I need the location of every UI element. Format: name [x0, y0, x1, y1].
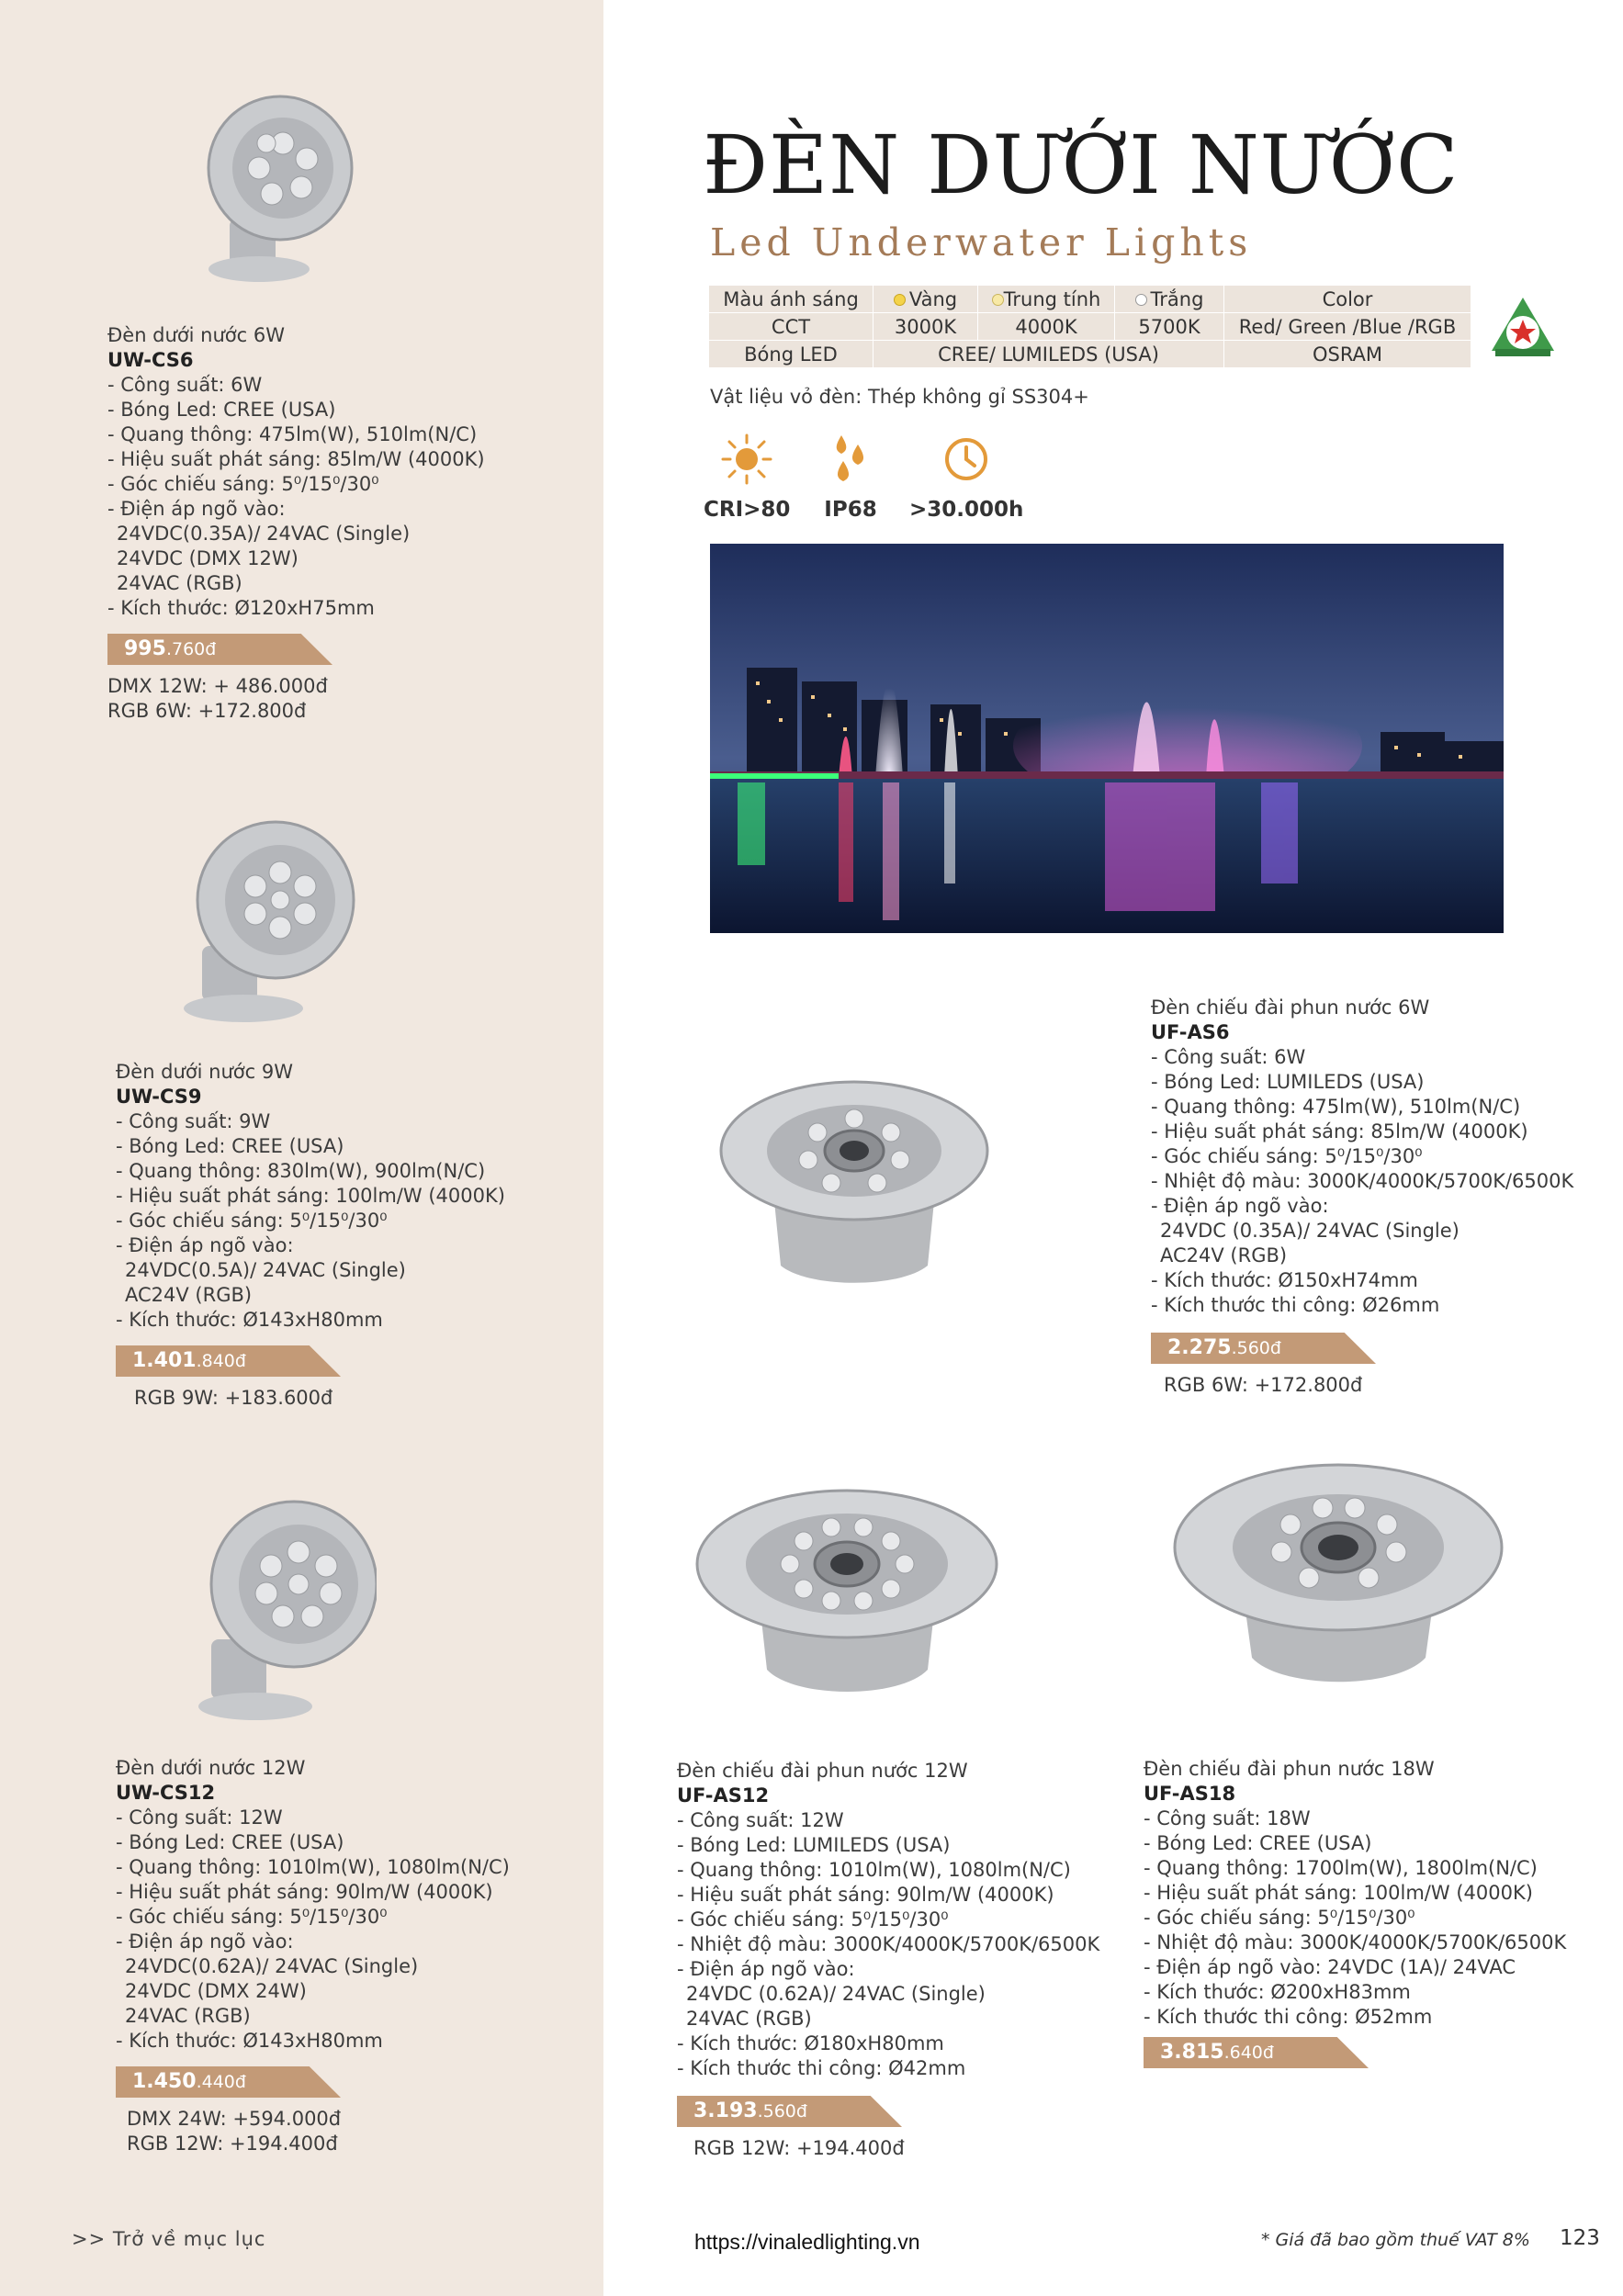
- neutral-dot-icon: [992, 294, 1004, 306]
- product-uw-cs6: [107, 323, 485, 724]
- table-row: [709, 341, 1471, 368]
- spec-line: - Công suất: 18W: [1144, 1807, 1311, 1829]
- size-line: - Kích thước: Ø143xH80mm: [116, 1309, 383, 1331]
- voltage-line: 24VDC (0.35A)/ 24VAC (Single): [1160, 1220, 1460, 1242]
- price-main: 3.815: [1160, 2041, 1224, 2064]
- voltage-line: 24VDC (DMX 12W): [117, 547, 299, 569]
- price-tag: [1144, 2037, 1566, 2068]
- voltage-line: 24VDC(0.62A)/ 24VAC (Single): [125, 1955, 419, 1977]
- water-drops-icon: [823, 432, 878, 487]
- option-price: RGB 6W: +172.800đ: [1164, 1374, 1363, 1396]
- price-rest: .640đ: [1223, 2043, 1274, 2063]
- spec-line: - Bóng Led: LUMILEDS (USA): [677, 1834, 951, 1856]
- spec-line: - Công suất: 12W: [677, 1809, 844, 1831]
- table-cell: Red/ Green /Blue /RGB: [1224, 313, 1471, 341]
- product-code: UW-CS9: [116, 1086, 202, 1108]
- voltage-line: AC24V (RGB): [1160, 1244, 1288, 1266]
- spec-line: - Bóng Led: LUMILEDS (USA): [1151, 1071, 1425, 1093]
- option-price: DMX 12W: + 486.000đ: [107, 675, 328, 697]
- white-dot-icon: [1135, 294, 1147, 306]
- spec-line: - Hiệu suất phát sáng: 90lm/W (4000K): [116, 1881, 493, 1903]
- website-url[interactable]: https://vinaledlighting.vn: [694, 2230, 920, 2254]
- material-note: Vật liệu vỏ đèn: Thép không gỉ SS304+: [710, 386, 1089, 408]
- spec-line: - Hiệu suất phát sáng: 90lm/W (4000K): [677, 1884, 1054, 1906]
- spec-line: - Hiệu suất phát sáng: 100lm/W (4000K): [116, 1185, 505, 1207]
- spec-line: - Công suất: 6W: [107, 374, 263, 396]
- voltage-line: 24VAC (RGB): [686, 2008, 812, 2030]
- product-name: Đèn dưới nước 6W: [107, 324, 285, 346]
- spec-line: - Hiệu suất phát sáng: 85lm/W (4000K): [1151, 1120, 1528, 1142]
- price-rest: .760đ: [165, 639, 217, 659]
- table-row: [709, 313, 1471, 341]
- spec-line: - Công suất: 9W: [116, 1110, 271, 1132]
- table-cell: 3000K: [873, 313, 978, 341]
- spec-line: - Bóng Led: CREE (USA): [116, 1135, 344, 1157]
- product-code: UF-AS18: [1144, 1783, 1236, 1805]
- feature-label: IP68: [824, 498, 877, 522]
- option-price: RGB 9W: +183.600đ: [134, 1387, 333, 1409]
- price-rest: .840đ: [196, 1351, 246, 1371]
- spec-line: - Góc chiếu sáng: 5⁰/15⁰/30⁰: [116, 1906, 388, 1928]
- spec-line: - Công suất: 6W: [1151, 1046, 1306, 1068]
- spec-line: - Góc chiếu sáng: 5⁰/15⁰/30⁰: [1151, 1145, 1423, 1167]
- uf-as12-product-image: [693, 1486, 1001, 1706]
- spec-line: - Quang thông: 475lm(W), 510lm(N/C): [1151, 1096, 1521, 1118]
- feature-cri: [704, 432, 790, 522]
- yellow-dot-icon: [894, 294, 906, 306]
- table-cell: 5700K: [1115, 313, 1224, 341]
- table-cell: Color: [1224, 286, 1471, 313]
- table-cell: Vàng: [873, 286, 978, 313]
- certification-badge-icon: [1490, 296, 1556, 358]
- option-price: DMX 24W: +594.000đ: [127, 2108, 342, 2130]
- size-line: - Kích thước: Ø180xH80mm: [677, 2032, 944, 2054]
- size-line: - Kích thước: Ø120xH75mm: [107, 597, 375, 619]
- voltage-line: 24VAC (RGB): [125, 2005, 251, 2027]
- spec-line: - Góc chiếu sáng: 5⁰/15⁰/30⁰: [116, 1210, 388, 1232]
- spec-line: - Bóng Led: CREE (USA): [107, 399, 336, 421]
- uw-cs6-product-image: [193, 81, 354, 287]
- price-main: 1.450: [132, 2070, 197, 2093]
- spec-line: - Hiệu suất phát sáng: 100lm/W (4000K): [1144, 1882, 1533, 1904]
- spec-line: - Quang thông: 830lm(W), 900lm(N/C): [116, 1160, 486, 1182]
- spec-line: - Quang thông: 1700lm(W), 1800lm(N/C): [1144, 1857, 1538, 1879]
- feature-label: CRI>80: [704, 498, 791, 522]
- spec-line: - Bóng Led: CREE (USA): [1144, 1832, 1372, 1854]
- uf-as6-product-image: [716, 1073, 992, 1302]
- spec-line: - Điện áp ngõ vào:: [116, 1234, 294, 1256]
- spec-line: - Điện áp ngõ vào: 24VDC (1A)/ 24VAC: [1144, 1956, 1516, 1978]
- option-price: RGB 6W: +172.800đ: [107, 700, 307, 722]
- spec-line: - Nhiệt độ màu: 3000K/4000K/5700K/6500K: [1144, 1931, 1567, 1953]
- size-line: - Kích thước thi công: Ø26mm: [1151, 1294, 1440, 1316]
- table-cell: Bóng LED: [709, 341, 873, 368]
- spec-line: - Quang thông: 1010lm(W), 1080lm(N/C): [677, 1859, 1071, 1881]
- price-rest: .560đ: [757, 2101, 807, 2122]
- clock-icon: [939, 432, 994, 487]
- feature-label: >30.000h: [909, 498, 1024, 522]
- spec-line: - Nhiệt độ màu: 3000K/4000K/5700K/6500K: [677, 1933, 1100, 1955]
- product-name: Đèn chiếu đài phun nước 12W: [677, 1760, 968, 1782]
- price-tag: [116, 2066, 510, 2098]
- uw-cs12-product-image: [193, 1488, 377, 1727]
- table-cell: CREE/ LUMILEDS (USA): [873, 341, 1224, 368]
- price-main: 995: [124, 637, 166, 660]
- spec-line: - Điện áp ngõ vào:: [107, 498, 286, 520]
- spec-line: - Điện áp ngõ vào:: [677, 1958, 855, 1980]
- product-uw-cs9: [116, 1060, 505, 1411]
- light-spec-table: [708, 285, 1471, 368]
- product-uf-as6: [1151, 996, 1573, 1398]
- table-cell: Trung tính: [978, 286, 1115, 313]
- price-tag: [1151, 1333, 1573, 1364]
- product-code: UF-AS6: [1151, 1021, 1230, 1043]
- voltage-line: 24VDC (DMX 24W): [125, 1980, 307, 2002]
- voltage-line: AC24V (RGB): [125, 1284, 253, 1306]
- spec-line: - Kích thước thi công: Ø52mm: [1144, 2006, 1433, 2028]
- page-subtitle: Led Underwater Lights: [710, 220, 1253, 264]
- product-uf-as18: [1144, 1757, 1566, 2077]
- spec-line: - Quang thông: 1010lm(W), 1080lm(N/C): [116, 1856, 510, 1878]
- spec-line: - Quang thông: 475lm(W), 510lm(N/C): [107, 423, 478, 445]
- spec-line: - Góc chiếu sáng: 5⁰/15⁰/30⁰: [1144, 1907, 1415, 1929]
- size-line: - Kích thước: Ø150xH74mm: [1151, 1269, 1418, 1291]
- table-cell: Màu ánh sáng: [709, 286, 873, 313]
- price-main: 3.193: [693, 2099, 758, 2122]
- back-to-toc-link[interactable]: >> Trở về mục lục: [72, 2228, 266, 2250]
- spec-line: - Góc chiếu sáng: 5⁰/15⁰/30⁰: [677, 1908, 949, 1930]
- price-tag: [116, 1345, 505, 1377]
- product-name: Đèn chiếu đài phun nước 18W: [1144, 1758, 1435, 1780]
- spec-line: - Kích thước: Ø200xH83mm: [1144, 1981, 1411, 2003]
- price-main: 2.275: [1167, 1336, 1232, 1359]
- product-name: Đèn dưới nước 12W: [116, 1757, 306, 1779]
- table-cell: OSRAM: [1224, 341, 1471, 368]
- voltage-line: 24VDC(0.5A)/ 24VAC (Single): [125, 1259, 406, 1281]
- spec-line: - Góc chiếu sáng: 5⁰/15⁰/30⁰: [107, 473, 379, 495]
- vat-note: * Giá đã bao gồm thuế VAT 8%: [1261, 2230, 1530, 2250]
- voltage-line: 24VDC (0.62A)/ 24VAC (Single): [686, 1983, 986, 2005]
- table-cell: Trắng: [1115, 286, 1224, 313]
- feature-ip: [823, 432, 878, 522]
- feature-lifetime: [909, 432, 1023, 522]
- spec-line: - Công suất: 12W: [116, 1806, 283, 1829]
- voltage-line: 24VAC (RGB): [117, 572, 242, 594]
- page-title: ĐÈN DƯỚI NƯỚC: [703, 118, 1460, 212]
- uw-cs9-product-image: [175, 808, 358, 1029]
- price-main: 1.401: [132, 1349, 197, 1372]
- product-code: UW-CS12: [116, 1782, 216, 1804]
- size-line: - Kích thước thi công: Ø42mm: [677, 2057, 966, 2079]
- spec-line: - Hiệu suất phát sáng: 85lm/W (4000K): [107, 448, 485, 470]
- option-price: RGB 12W: +194.400đ: [127, 2133, 338, 2155]
- table-cell: 4000K: [978, 313, 1115, 341]
- table-row: [709, 286, 1471, 313]
- voltage-line: 24VDC(0.35A)/ 24VAC (Single): [117, 523, 411, 545]
- product-code: UF-AS12: [677, 1784, 770, 1806]
- price-tag: [677, 2096, 1099, 2127]
- spec-line: - Điện áp ngõ vào:: [1151, 1195, 1329, 1217]
- price-rest: .440đ: [196, 2072, 246, 2092]
- sun-icon: [719, 432, 774, 487]
- spec-line: - Bóng Led: CREE (USA): [116, 1831, 344, 1853]
- price-tag: [107, 634, 485, 665]
- spec-line: - Điện áp ngõ vào:: [116, 1930, 294, 1953]
- product-uf-as12: [677, 1759, 1099, 2161]
- option-price: RGB 12W: +194.400đ: [693, 2137, 905, 2159]
- price-rest: .560đ: [1231, 1338, 1281, 1358]
- spec-line: - Nhiệt độ màu: 3000K/4000K/5700K/6500K: [1151, 1170, 1574, 1192]
- uf-as18-product-image: [1171, 1460, 1506, 1699]
- product-uw-cs12: [116, 1756, 510, 2156]
- page-number: 123: [1560, 2226, 1600, 2250]
- product-name: Đèn chiếu đài phun nước 6W: [1151, 996, 1430, 1019]
- fountain-night-photo: [710, 544, 1504, 933]
- product-name: Đèn dưới nước 9W: [116, 1061, 293, 1083]
- table-cell: CCT: [709, 313, 873, 341]
- size-line: - Kích thước: Ø143xH80mm: [116, 2030, 383, 2052]
- product-code: UW-CS6: [107, 349, 194, 371]
